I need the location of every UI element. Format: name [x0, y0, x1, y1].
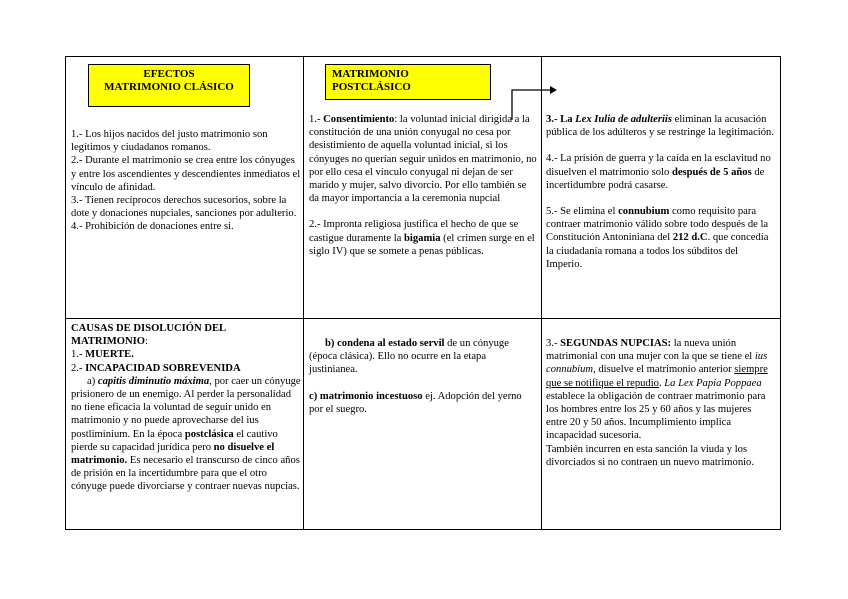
segundas-nupcias — [546, 337, 774, 469]
causa-condena: b) condena al estado servil de un cónyuge (época clásica). Ello no ocurre en la etapa justinianea. — [309, 338, 509, 376]
efecto-4: 4.- Prohibición de donaciones entre si. — [71, 221, 234, 233]
causa-incapacidad: 2.- INCAPACIDAD SOBREVENIDA — [71, 362, 241, 374]
efecto-2: 2.- Durante el matrimonio se crea entre los cónyuges y entre los ascendientes y descendientes inmediatos el vínculo de afinidad. — [71, 155, 301, 193]
efecto-1: 1.- Los hijos nacidos del justo matrimonio son legítimos y ciudadanos romanos. — [71, 129, 268, 154]
postclasico-list — [309, 113, 537, 258]
causas-disolucion-continued — [309, 337, 537, 416]
causa-capitis: a) capitis diminutio máxima, por caer un cónyuge prisionero de un enemigo. Al perder la personalidad no tiene eficacia la voluntad de seguir unido en matrimonio y no puede aprovecharse del ius postliminium. En la época postclásica el cautivo pierde su capacidad jurídica pero no disuelve el matrimonio. Es necesario el transcurso de cinco años de prisión en la incertidumbre para que el otro cónyuge puede divorciarse y contraer nuevas nupcias. — [71, 375, 301, 493]
efecto-3: 3.- Tienen recíprocos derechos sucesorios, sobre la dote y donaciones nupciales, sanciones por adulterio. — [71, 195, 297, 220]
causas-title: CAUSAS DE DISOLUCIÓN DEL MATRIMONIO: — [71, 323, 226, 348]
column-divider-1 — [303, 57, 304, 529]
causa-muerte: 1.- MUERTE. — [71, 349, 134, 361]
causas-disolucion — [71, 322, 301, 494]
postclasico-continued-list — [546, 113, 774, 271]
postclasico-5: 5.- Se elimina el connubium como requisito para contraer matrimonio válido sobre todo después de la Constitución Antoniniana del 212 d.C. que concedía la ciudadanía romana a todos los súbditos del Imperio. — [546, 206, 769, 270]
efectos-clasico-list — [71, 128, 301, 234]
segundas-nupcias-sancion: También incurren en esta sanción la viuda y los divorciados si no contraen un nuevo matrimonio. — [546, 443, 755, 468]
row-divider — [66, 318, 780, 319]
postclasico-2: 2.- Impronta religiosa justifica el hecho de que se castigue duramente la bigamia (el crimen surge en el siglo IV) que se somete a penas públicas. — [309, 219, 535, 257]
postclasico-3: 3.- La Lex Iulia de adulteriis eliminan la acusación pública de los adúlteros y se restringe la legitimación. — [546, 114, 774, 139]
causa-incestuoso: c) matrimonio incestuoso ej. Adopción del yerno por el suegro. — [309, 390, 522, 415]
header-matrimonio-postclasico: MATRIMONIO POSTCLÁSICO — [325, 64, 491, 100]
postclasico-4: 4.- La prisión de guerra y la caída en la esclavitud no disuelven el matrimonio solo después de 5 años de incertidumbre podrá casarse. — [546, 153, 771, 191]
postclasico-1: 1.- Consentimiento: la voluntad inicial dirigida a la constitución de una unión conyugal no cesa por desistimiento de aquella voluntad inicial, si los cónyuges no querían seguir unidos en matrimonio, no por ello cesa el vínculo conyugal ni dejan de ser marido y mujer, salvo divorcio. Por ello también se da mayor importancia a la ceremonia nupcial — [309, 114, 537, 205]
segundas-nupcias-text: 3.- SEGUNDAS NUPCIAS: la nueva unión matrimonial con una mujer con la que se tiene el ius connubium, disuelve el matrimonio anterior siempre que se notifique el repudio. La Lex Papia Poppaea establece la obligación de contraer matrimonio para los hombres entre los 25 y 60 años y las mujeres entre 20 y 50 años. Incumplimiento implica incapacidad sucesoria. — [546, 338, 768, 442]
column-divider-2 — [541, 57, 542, 529]
header-efectos-clasico: EFECTOS MATRIMONIO CLÁSICO — [88, 64, 250, 107]
